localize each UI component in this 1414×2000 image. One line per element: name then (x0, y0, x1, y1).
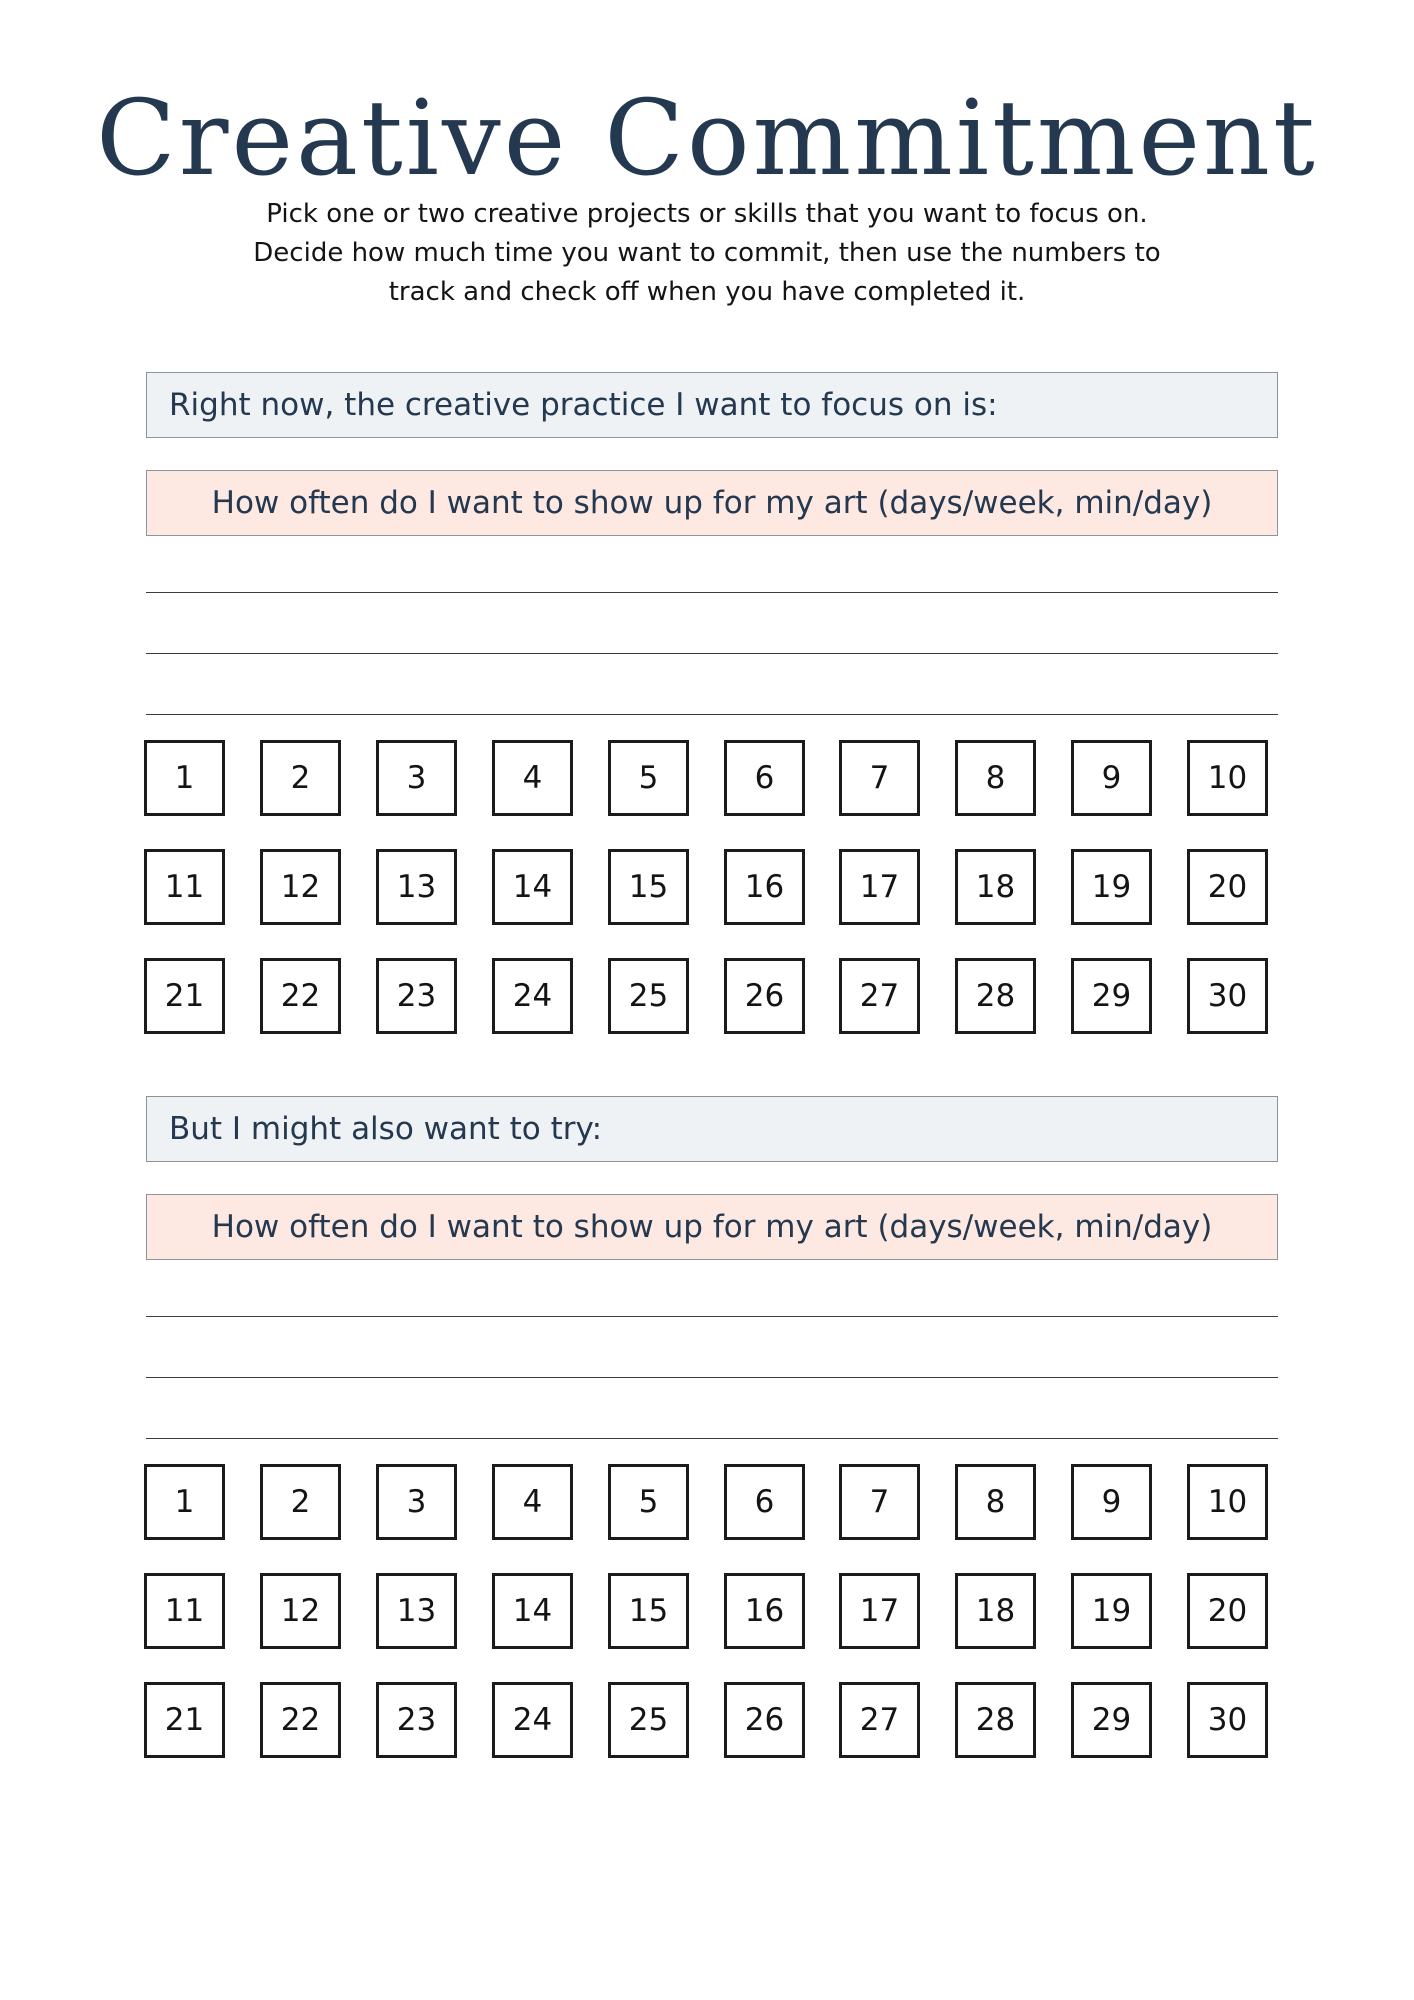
day-checkbox-26[interactable]: 26 (724, 958, 805, 1034)
day-checkbox-18[interactable]: 18 (955, 849, 1036, 925)
instructions-line-3: track and check off when you have completed it. (388, 277, 1026, 307)
day-checkbox-23[interactable]: 23 (376, 1682, 457, 1758)
day-checkbox-6[interactable]: 6 (724, 740, 805, 816)
day-checkbox-16[interactable]: 16 (724, 849, 805, 925)
instructions-line-2: Decide how much time you want to commit, then use the numbers to (253, 238, 1161, 268)
instructions-line-1: Pick one or two creative projects or skills that you want to focus on. (266, 199, 1148, 229)
day-checkbox-29[interactable]: 29 (1071, 1682, 1152, 1758)
day-checkbox-27[interactable]: 27 (839, 1682, 920, 1758)
day-checkbox-19[interactable]: 19 (1071, 1573, 1152, 1649)
day-checkbox-29[interactable]: 29 (1071, 958, 1152, 1034)
day-checkbox-20[interactable]: 20 (1187, 1573, 1268, 1649)
day-checkbox-15[interactable]: 15 (608, 849, 689, 925)
writing-line[interactable] (146, 714, 1278, 715)
day-checkbox-3[interactable]: 3 (376, 740, 457, 816)
day-checkbox-4[interactable]: 4 (492, 740, 573, 816)
day-checkbox-28[interactable]: 28 (955, 1682, 1036, 1758)
day-checkbox-21[interactable]: 21 (144, 958, 225, 1034)
day-checkbox-23[interactable]: 23 (376, 958, 457, 1034)
day-checkbox-14[interactable]: 14 (492, 1573, 573, 1649)
day-checkbox-7[interactable]: 7 (839, 740, 920, 816)
day-checkbox-28[interactable]: 28 (955, 958, 1036, 1034)
day-checkbox-1[interactable]: 1 (144, 740, 225, 816)
day-checkbox-22[interactable]: 22 (260, 958, 341, 1034)
day-checkbox-13[interactable]: 13 (376, 1573, 457, 1649)
instructions (180, 195, 1234, 312)
day-checkbox-25[interactable]: 25 (608, 958, 689, 1034)
frequency-prompt-2: How often do I want to show up for my art (days/week, min/day) (146, 1194, 1278, 1260)
day-checkbox-8[interactable]: 8 (955, 740, 1036, 816)
day-checkbox-13[interactable]: 13 (376, 849, 457, 925)
day-checkbox-17[interactable]: 17 (839, 849, 920, 925)
day-checkbox-3[interactable]: 3 (376, 1464, 457, 1540)
day-checkbox-22[interactable]: 22 (260, 1682, 341, 1758)
day-checkbox-7[interactable]: 7 (839, 1464, 920, 1540)
day-checkbox-15[interactable]: 15 (608, 1573, 689, 1649)
writing-line[interactable] (146, 1316, 1278, 1317)
day-checkbox-17[interactable]: 17 (839, 1573, 920, 1649)
day-checkbox-10[interactable]: 10 (1187, 740, 1268, 816)
day-checkbox-5[interactable]: 5 (608, 740, 689, 816)
day-checkbox-24[interactable]: 24 (492, 958, 573, 1034)
day-checkbox-12[interactable]: 12 (260, 1573, 341, 1649)
day-checkbox-6[interactable]: 6 (724, 1464, 805, 1540)
day-checkbox-25[interactable]: 25 (608, 1682, 689, 1758)
day-checkbox-2[interactable]: 2 (260, 740, 341, 816)
day-checkbox-5[interactable]: 5 (608, 1464, 689, 1540)
day-checkbox-30[interactable]: 30 (1187, 958, 1268, 1034)
day-checkbox-20[interactable]: 20 (1187, 849, 1268, 925)
page-title: Creative Commitment (96, 77, 1318, 199)
day-checkbox-27[interactable]: 27 (839, 958, 920, 1034)
day-checkbox-18[interactable]: 18 (955, 1573, 1036, 1649)
day-checkbox-9[interactable]: 9 (1071, 1464, 1152, 1540)
day-checkbox-9[interactable]: 9 (1071, 740, 1152, 816)
frequency-prompt-1: How often do I want to show up for my art (days/week, min/day) (146, 470, 1278, 536)
day-checkbox-2[interactable]: 2 (260, 1464, 341, 1540)
day-checkbox-4[interactable]: 4 (492, 1464, 573, 1540)
day-checkbox-19[interactable]: 19 (1071, 849, 1152, 925)
day-checkbox-16[interactable]: 16 (724, 1573, 805, 1649)
day-checkbox-26[interactable]: 26 (724, 1682, 805, 1758)
focus-practice-prompt: Right now, the creative practice I want to focus on is: (146, 372, 1278, 438)
day-checkbox-11[interactable]: 11 (144, 1573, 225, 1649)
day-checkbox-30[interactable]: 30 (1187, 1682, 1268, 1758)
day-checkbox-8[interactable]: 8 (955, 1464, 1036, 1540)
writing-line[interactable] (146, 1377, 1278, 1378)
writing-line[interactable] (146, 1438, 1278, 1439)
day-checkbox-12[interactable]: 12 (260, 849, 341, 925)
writing-line[interactable] (146, 592, 1278, 593)
day-checkbox-14[interactable]: 14 (492, 849, 573, 925)
alternative-practice-prompt: But I might also want to try: (146, 1096, 1278, 1162)
day-checkbox-1[interactable]: 1 (144, 1464, 225, 1540)
day-checkbox-11[interactable]: 11 (144, 849, 225, 925)
day-checkbox-24[interactable]: 24 (492, 1682, 573, 1758)
writing-line[interactable] (146, 653, 1278, 654)
day-checkbox-10[interactable]: 10 (1187, 1464, 1268, 1540)
day-checkbox-21[interactable]: 21 (144, 1682, 225, 1758)
